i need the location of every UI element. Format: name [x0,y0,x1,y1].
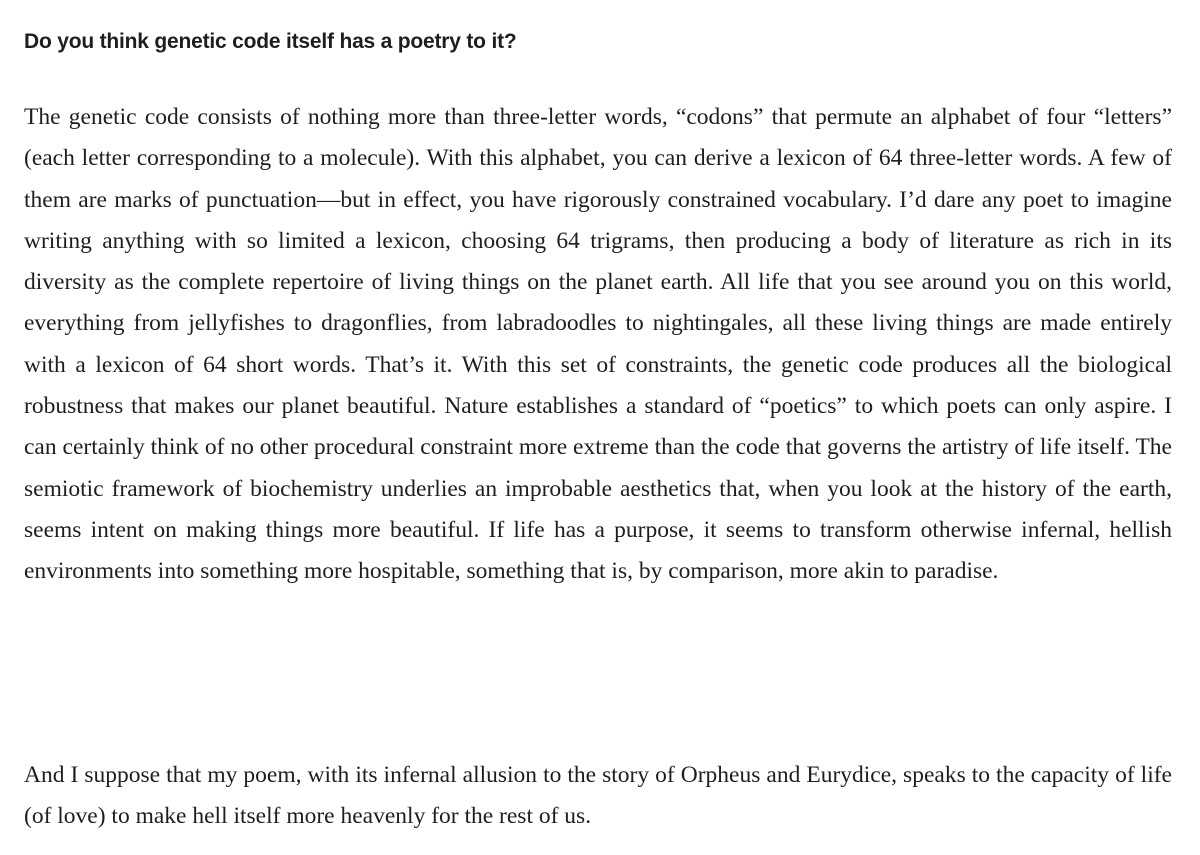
interview-question: Do you think genetic code itself has a poetry to it? [24,30,517,53]
answer-paragraph-2: And I suppose that my poem, with its infernal allusion to the story of Orpheus and Eurydice, speaks to the capacity of life (of love) to make hell itself more heavenly for the rest of us. [24,762,1172,830]
answer-paragraph-1: The genetic code consists of nothing more than three-letter words, “codons” that permute an alphabet of four “letters” (each letter corresponding to a molecule). With this alphabet, you can derive a lexicon of 64 three-letter words. A few of them are marks of punctuation—but in effect, you have rigorously constrained vocabulary. I’d dare any poet to imagine writing anything with so limited a lexicon, choosing 64 trigrams, then producing a body of literature as rich in its diversity as the complete repertoire of living things on the planet earth. All life that you see around you on this world, everything from jellyfishes to dragonflies, from labradoodles to nightingales, all these living things are made entirely with a lexicon of 64 short words. That’s it. With this set of constraints, the genetic code produces all the biological robustness that makes our planet beautiful. Nature establishes a standard of “poetics” to which poets can only aspire. I can certainly think of no other procedural constraint more extreme than the code that governs the artistry of life itself. The semiotic framework of biochemistry underlies an improbable aesthetics that, when you look at the history of the earth, seems intent on making things more beautiful. If life has a purpose, it seems to transform otherwise infernal, hellish environments into something more hospitable, something that is, by comparison, more akin to paradise. [24,104,1172,585]
